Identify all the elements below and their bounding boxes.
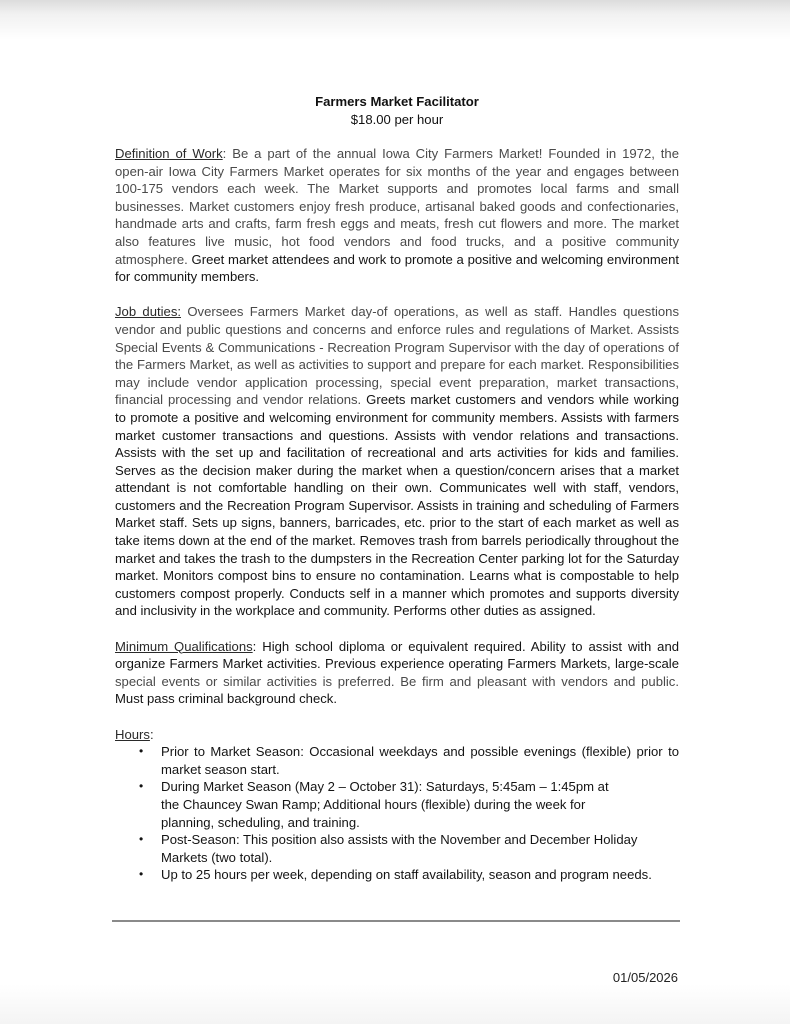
hours-item-text: Prior to Market Season: Occasional weekdays and possible evenings (flexible) prior to market season start. <box>161 744 679 777</box>
minimum-qualifications-body-2: Must pass criminal background check. <box>115 691 337 707</box>
job-duties-section <box>115 303 679 620</box>
job-duties-body-intro: Oversees Farmers Market day-of operations, as well as staff. Handles questions vendor and public questions and concerns and enforce rules and regulations of Market. Assists Special Events & Communications - Recreation Program Supervisor with the day of operations of the Farmers Market, as well as activities to support and prepare for each market. Responsibilities may include vendor application processing, special event preparation, market transactions, financial processing and vendor relations. <box>115 304 679 408</box>
minimum-qualifications-body-preferred: special events or similar activities is preferred. Be firm and pleasant with vendors and public. <box>115 673 679 689</box>
job-duties-body-details: Greets market customers and vendors while working to promote a positive and welcoming environment for community members. Assists with farmers market customer transactions and questions. Assists with vendor relations and transactions. Assists with the set up and facilitation of recreational and arts activities for kids and families. Serves as the decision maker during the market when a question/concern arises that a market attendant is not comfortable handling on their own. Communicates well with staff, vendors, customers and the Recreation Program Supervisor. Assists in training and scheduling of Farmers Market staff. Sets up signs, banners, barricades, etc. prior to the start of each market as well as take items down at the end of the market. Removes trash from barrels periodically throughout the market and takes the trash to the dumpsters in the Recreation Center parking lot for the Saturday market. Monitors compost bins to ensure no contamination. Learns what is compostable to help customers compost properly. Conducts self in a manner which promotes and supports diversity and inclusivity in the workplace and community. Performs other duties as assigned. <box>115 392 679 619</box>
job-duties-heading: Job duties: <box>115 304 182 320</box>
footer-date: 01/05/2026 <box>612 970 678 985</box>
minimum-qualifications-body-1: High school diploma or equivalent required. Ability to assist with and organize Farmers Market activities. Previous experience operating Farmers Markets, large-scale <box>115 638 680 672</box>
hours-list <box>115 743 679 884</box>
definition-of-work-greeting: Greet market attendees and work to promote a positive and welcoming environment for community members. <box>115 251 679 285</box>
bullet-icon: • <box>139 779 144 794</box>
hours-list-item <box>115 831 679 866</box>
bullet-icon: • <box>139 832 144 847</box>
job-title: Farmers Market Facilitator <box>315 94 479 109</box>
definition-of-work-colon: : <box>222 146 227 161</box>
bottom-page-shadow <box>0 984 790 1024</box>
hours-list-item <box>115 778 679 831</box>
definition-of-work-body: Be a part of the annual Iowa City Farmers Market! Founded in 1972, the open-air Iowa City Farmers Market operates for six months of the year and engages between 100-175 vendors each week. The Market supports and promotes local farms and small businesses. Market customers enjoy fresh produce, artisanal baked goods and confectionaries, handmade arts and crafts, farm fresh eggs and meats, fresh cut flowers and more. The market also features live music, hot food vendors and food trucks, and a positive community atmosphere. <box>115 146 679 267</box>
top-page-shadow <box>0 0 790 40</box>
hours-list-item <box>115 866 679 884</box>
hours-heading: Hours <box>115 726 150 742</box>
bullet-icon: • <box>139 867 144 882</box>
minimum-qualifications-section <box>115 638 679 708</box>
hours-item-text: Post-Season: This position also assists with the November and December Holiday Markets (two total). <box>161 832 638 865</box>
footer-divider <box>112 920 680 922</box>
hours-item-text: Up to 25 hours per week, depending on staff availability, season and program needs. <box>161 867 652 883</box>
hours-item-text: During Market Season (May 2 – October 31): Saturdays, 5:45am – 1:45pm at the Chauncey Swan Ramp; Additional hours (flexible) during the week for planning, scheduling, and training. <box>161 779 609 830</box>
definition-of-work-section <box>115 145 679 286</box>
pay-rate: $18.00 per hour <box>350 112 444 127</box>
bullet-icon: • <box>139 744 144 759</box>
minimum-qualifications-heading: Minimum Qualifications <box>115 638 253 654</box>
minimum-qualifications-colon: : <box>252 638 257 654</box>
hours-list-item <box>115 743 679 778</box>
hours-colon: : <box>149 726 154 742</box>
definition-of-work-heading: Definition of Work <box>115 146 223 161</box>
hours-heading-line <box>115 726 679 744</box>
document-page <box>115 93 679 884</box>
